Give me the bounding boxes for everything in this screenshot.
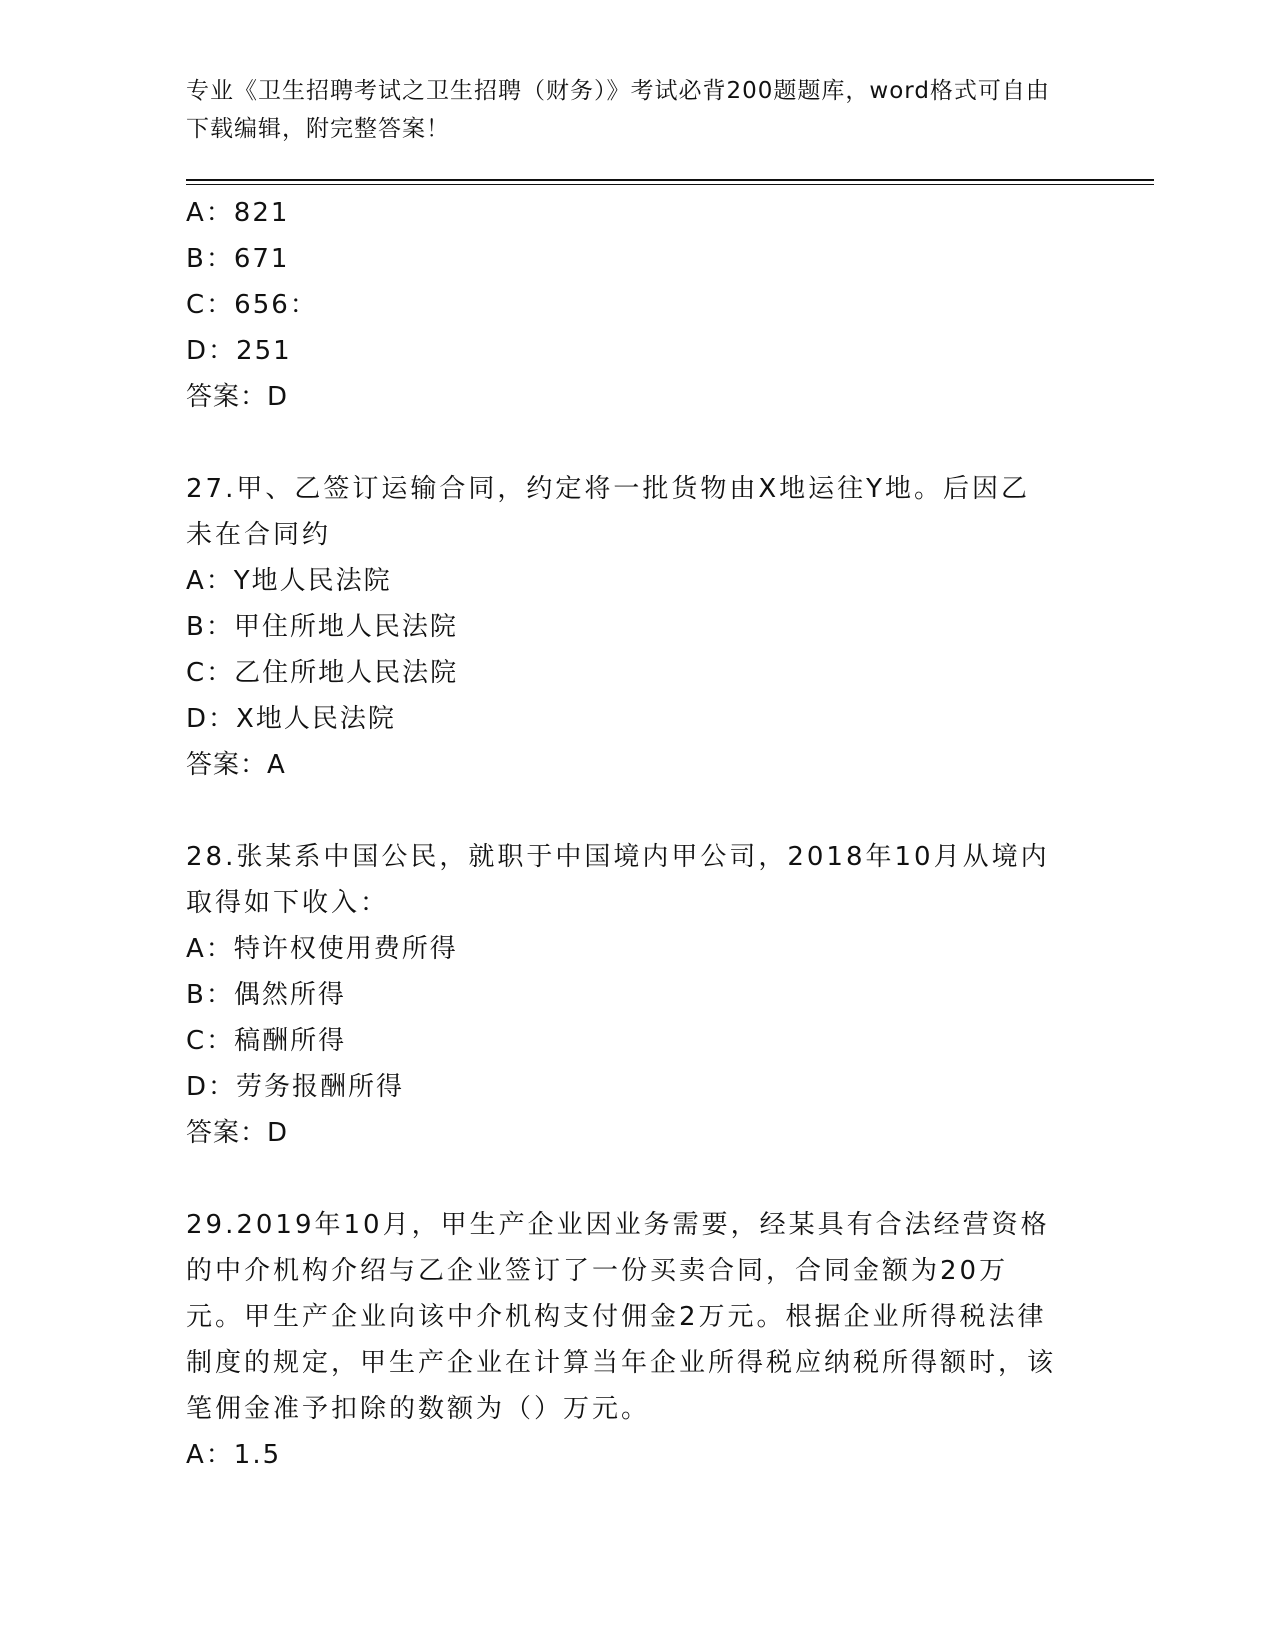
option-a: A：Y地人民法院 [186,566,392,596]
question-29 [186,1202,1086,1478]
header-divider-thin [186,184,1154,185]
header-divider-thick [186,179,1154,181]
option-d: D：X地人民法院 [186,704,396,734]
option-a: A：821 [186,198,290,228]
option-c: C：稿酬所得 [186,1026,347,1056]
question-text: 28.张某系中国公民，就职于中国境内甲公司，2018年10月从境内取得如下收入： [186,842,1050,918]
spacer [186,1156,1086,1202]
option-d: D：251 [186,336,292,366]
option-b: B：671 [186,244,290,274]
option-b: B：偶然所得 [186,980,346,1010]
question-text: 27.甲、乙签订运输合同，约定将一批货物由X地运往Y地。后因乙未在合同约 [186,474,1031,550]
option-a: A：1.5 [186,1440,282,1470]
option-d: D：劳务报酬所得 [186,1072,405,1102]
answer-line: 答案：D [186,382,289,412]
spacer [186,788,1086,834]
question-text: 29.2019年10月，甲生产企业因业务需要，经某具有合法经营资格的中介机构介绍与乙企业签订了一份买卖合同，合同金额为20万元。甲生产企业向该中介机构支付佣金2万元。根据企业所得税法律制度的规定，甲生产企业在计算当年企业所得税应纳税所得额时，该笔佣金准予扣除的数额为（）万元。 [186,1210,1057,1424]
document-header: 专业《卫生招聘考试之卫生招聘（财务）》考试必背200题题库，word格式可自由下载编辑，附完整答案！ [186,78,1050,142]
answer-line: 答案：A [186,750,286,780]
previous-question-block [186,190,1086,420]
option-c: C：656： [186,290,318,320]
option-c: C：乙住所地人民法院 [186,658,459,688]
question-28 [186,834,1086,1156]
question-content [186,190,1086,1478]
answer-line: 答案：D [186,1118,289,1148]
option-a: A：特许权使用费所得 [186,934,458,964]
spacer [186,420,1086,466]
question-27 [186,466,1086,788]
option-b: B：甲住所地人民法院 [186,612,458,642]
